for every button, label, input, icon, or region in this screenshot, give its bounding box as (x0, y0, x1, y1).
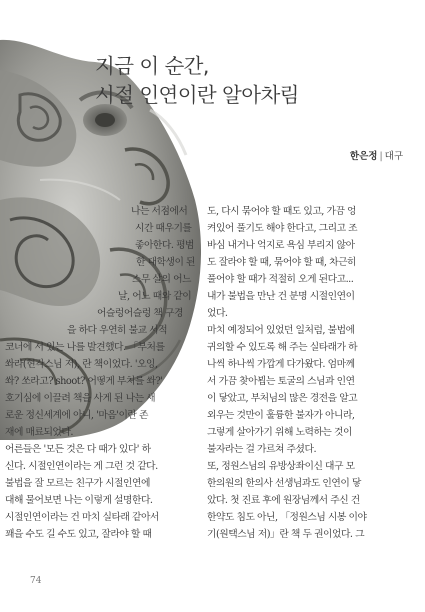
text-line: 어른들은 '모든 것은 다 때가 있다' 하 (5, 444, 151, 455)
text-line: 불자라는 걸 가르쳐 주셨다. (207, 444, 317, 455)
text-line: 바심 내거나 억지로 욕심 부리지 않아 (207, 240, 355, 251)
text-line: 대해 물어보면 나는 이렇게 설명한다. (5, 495, 153, 506)
text-line: 이 닿았고, 부처님의 많은 경전을 알고 (207, 393, 358, 404)
text-line: 코너에 서 있는 나를 발견했다. 「부처를 (5, 342, 165, 353)
author-name: 한은정 (349, 151, 378, 162)
right-text-column (207, 206, 407, 546)
page-number: 74 (30, 576, 42, 586)
text-line: 시간 때우기를 (135, 223, 192, 234)
text-line: 한의원의 한의사 선생님과도 인연이 닿 (207, 478, 361, 489)
author-byline (350, 148, 403, 162)
title-line-1: 지금 이 순간, (95, 54, 209, 78)
byline-separator: | (379, 151, 383, 162)
text-line: 쏴? 쏘라고? shoot? 어떻게 부처를 쏴?' (5, 376, 163, 387)
text-line: 어슬렁어슬렁 책 구경 (97, 308, 183, 319)
text-line: 귀의할 수 있도록 해 주는 실타래가 하 (207, 342, 358, 353)
text-line: 외우는 것만이 훌륭한 불자가 아니라, (207, 410, 355, 421)
text-line: 도 잘라야 할 때, 묶어야 할 때, 차근히 (207, 257, 357, 268)
text-line: 불법을 잘 모르는 친구가 시절인연에 (5, 478, 150, 489)
text-line: 좋아한다. 평범 (135, 240, 195, 251)
text-line: 풀어야 할 때가 적절히 오게 된다고... (207, 274, 354, 285)
author-location: 대구 (384, 151, 403, 162)
text-line: 었다. (207, 308, 228, 319)
title-line-2: 시절 인연이란 알아차림 (95, 83, 299, 107)
text-line: 한약도 침도 아닌, 「정원스님 시봉 이야 (207, 512, 367, 523)
text-line: 신다. 시절인연이라는 게 그런 것 같다. (5, 461, 158, 472)
left-text-column (0, 206, 200, 546)
text-line: 마치 예정되어 있었던 일처럼, 불법에 (207, 325, 355, 336)
text-line: 그렇게 살아가기 위해 노력하는 것이 (207, 427, 352, 438)
text-line: 기(원택스님 저)」란 책 두 권이었다. 그 (207, 529, 365, 540)
text-line: 날, 어느 때와 같이 (118, 291, 192, 302)
text-line: 한 대학생이 된 (136, 257, 196, 268)
text-line: 을 하다 우연히 불교 서적 (67, 325, 168, 336)
text-line: 쏴라(현각스님 저), 란 책이었다. '오잉, (5, 359, 158, 370)
text-line: 또, 정원스님의 유방상좌이신 대구 모 (207, 461, 355, 472)
text-line: 스무 살의 어느 (132, 274, 192, 285)
text-line: 시절인연이라는 건 마치 실타래 같아서 (5, 512, 159, 523)
text-line: 호기심에 이끌려 책을 사게 된 나는 새 (5, 393, 156, 404)
text-line: 도, 다시 묶어야 할 때도 있고, 가끔 엉 (207, 206, 357, 217)
text-line: 나씩 하나씩 가깝게 다가왔다. 엄마께 (207, 359, 355, 370)
text-line: 꽤을 수도 길 수도 있고, 잘라야 할 때 (5, 529, 152, 540)
text-line: 재에 매료되었다. (5, 427, 73, 438)
text-line: 서 가끔 찾아뵙는 토굴의 스님과 인연 (207, 376, 355, 387)
text-line: 로운 정신세계에 아니, '마음'이란 존 (5, 410, 148, 421)
text-line: 나는 서점에서 (131, 206, 188, 217)
text-line: 켜있어 풀기도 해야 한다고, 그리고 조 (207, 223, 358, 234)
text-line: 았다. 첫 진료 후에 원장님께서 주신 건 (207, 495, 360, 506)
text-line: 내가 불법을 만난 건 분명 시절인연이 (207, 291, 355, 302)
article-title (95, 52, 415, 110)
